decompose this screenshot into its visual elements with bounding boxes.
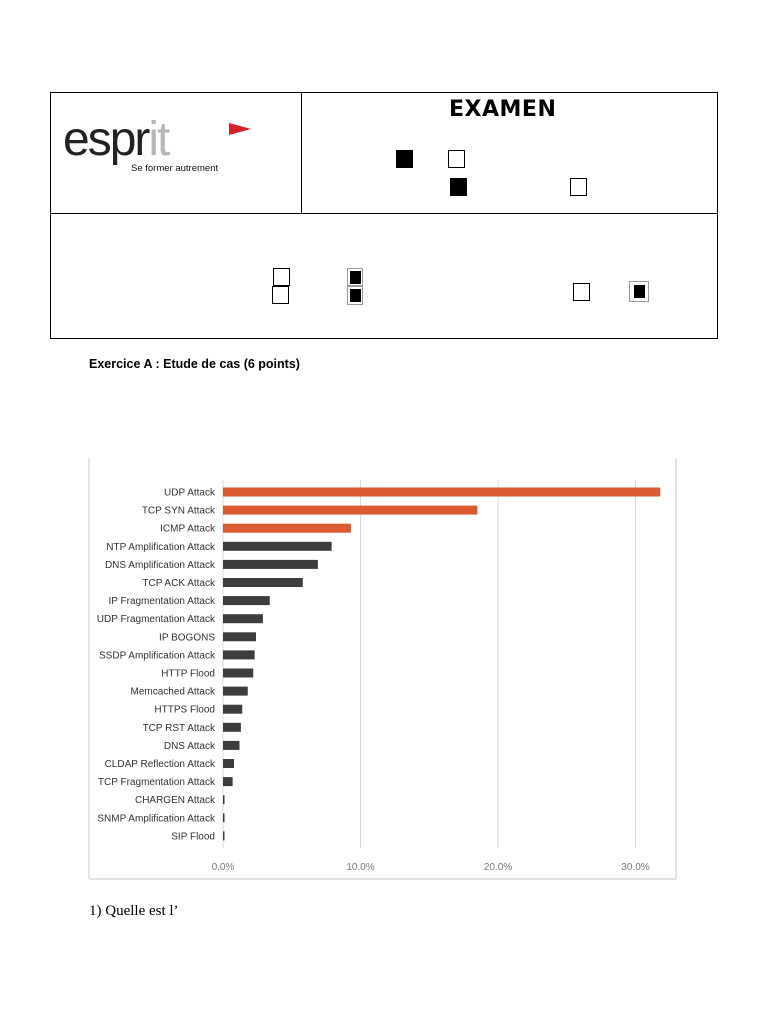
- bar: [223, 795, 225, 804]
- category-label: TCP RST Attack: [142, 722, 215, 734]
- category-label: TCP ACK Attack: [142, 578, 215, 589]
- category-label: TCP SYN Attack: [141, 505, 215, 517]
- checkbox-empty[interactable]: [448, 150, 465, 168]
- x-tick-label: 30.0%: [621, 862, 650, 873]
- logo-tagline: Se former autrement: [131, 163, 219, 174]
- checkbox-filled[interactable]: [347, 286, 363, 305]
- bar: [223, 777, 233, 786]
- question-1: 1) Quelle est l’: [89, 903, 179, 919]
- category-label: UDP Attack: [164, 487, 215, 499]
- bar: [223, 687, 248, 696]
- bar: [223, 741, 240, 750]
- header-divider-vertical: [301, 93, 302, 213]
- checkbox-empty[interactable]: [273, 268, 290, 286]
- category-label: SNMP Amplification Attack: [97, 813, 215, 825]
- category-label: IP Fragmentation Attack: [108, 596, 215, 608]
- category-label: ICMP Attack: [160, 523, 215, 535]
- bar: [223, 813, 225, 822]
- logo-flag-icon: [229, 123, 251, 135]
- bar: [223, 596, 270, 605]
- exam-title: EXAMEN: [449, 97, 557, 122]
- bar: [223, 524, 351, 533]
- bar: [223, 705, 242, 714]
- x-tick-label: 0.0%: [211, 862, 235, 873]
- bar: [223, 650, 255, 659]
- category-label: SSDP Amplification Attack: [99, 650, 215, 662]
- bar: [223, 542, 332, 551]
- checkbox-filled[interactable]: [629, 281, 649, 302]
- bar: [223, 759, 234, 768]
- category-label: SIP Flood: [171, 831, 215, 843]
- bar: [223, 488, 660, 497]
- bar: [223, 506, 477, 515]
- ddos-attack-bar-chart: [88, 458, 678, 882]
- category-label: UDP Fragmentation Attack: [96, 614, 215, 626]
- exam-header-table: [50, 92, 718, 339]
- category-label: TCP Fragmentation Attack: [97, 777, 215, 789]
- checkbox-empty[interactable]: [570, 178, 587, 196]
- esprit-logo: [63, 113, 243, 174]
- checkbox-filled[interactable]: [347, 268, 363, 286]
- exercise-heading: Exercice A : Etude de cas (6 points): [89, 357, 300, 371]
- bar: [223, 632, 256, 641]
- bar: [223, 578, 303, 587]
- chart-svg: [88, 458, 678, 882]
- category-label: Memcached Attack: [130, 686, 215, 698]
- bar: [223, 560, 318, 569]
- checkbox-empty[interactable]: [272, 286, 289, 304]
- header-divider-horizontal: [51, 213, 717, 214]
- category-label: CLDAP Reflection Attack: [104, 759, 215, 770]
- category-label: DNS Amplification Attack: [104, 559, 215, 571]
- checkbox-filled[interactable]: [396, 150, 413, 168]
- bar: [223, 669, 253, 678]
- bar: [223, 614, 263, 623]
- bar: [223, 723, 241, 732]
- category-label: HTTPS Flood: [154, 704, 215, 716]
- checkbox-filled[interactable]: [450, 178, 467, 196]
- bar: [223, 831, 225, 840]
- category-label: NTP Amplification Attack: [106, 541, 215, 553]
- category-label: IP BOGONS: [159, 632, 215, 644]
- category-label: DNS Attack: [163, 740, 215, 752]
- category-label: HTTP Flood: [161, 668, 215, 680]
- checkbox-empty[interactable]: [573, 283, 590, 301]
- x-tick-label: 10.0%: [346, 862, 375, 873]
- logo-wordmark: esprit: [63, 113, 169, 166]
- x-tick-label: 20.0%: [483, 862, 513, 873]
- category-label: CHARGEN Attack: [134, 795, 215, 807]
